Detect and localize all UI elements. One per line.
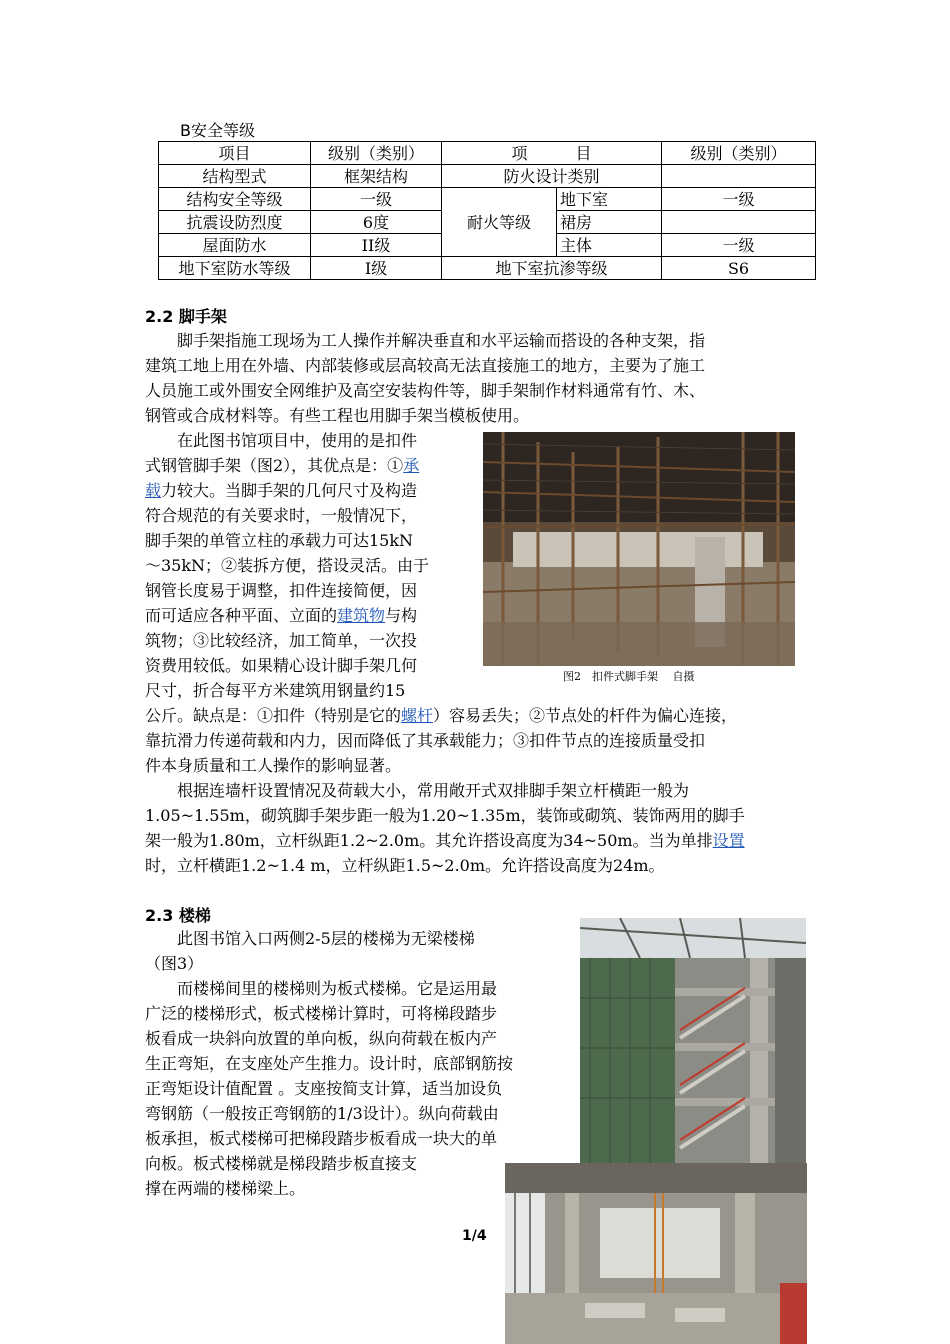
paragraph-line: 广泛的楼梯形式，板式楼梯计算时，可将梯段踏步	[145, 1004, 498, 1023]
table-row	[159, 188, 816, 211]
paragraph-line: 尺寸，折合每平方米建筑用钢量约15	[145, 681, 406, 700]
table-cell: II级	[311, 234, 442, 257]
section-heading-scaffold: 2.2 脚手架	[145, 307, 227, 326]
table-cell: 抗震设防烈度	[159, 211, 311, 234]
paragraph-line: （图3）	[145, 954, 204, 973]
paragraph-line: 件本身质量和工人操作的影响显著。	[145, 756, 402, 775]
paragraph-line	[145, 603, 417, 628]
table-cell: 地下室	[557, 188, 662, 211]
stair-hall-photo-image	[505, 1163, 807, 1344]
paragraph-line: 钢管或合成材料等。有些工程也用脚手架当模板使用。	[145, 406, 530, 425]
paragraph-line: 撑在两端的楼梯梁上。	[145, 1179, 306, 1198]
table-row	[159, 257, 816, 280]
table-cell: 耐火等级	[442, 188, 557, 257]
paragraph-line	[145, 703, 737, 728]
text-run: 公斤。缺点是：①扣件（特别是它的	[145, 706, 402, 725]
table-row	[159, 165, 816, 188]
link-load-bearing[interactable]: 载	[145, 481, 162, 500]
table-cell: 一级	[662, 188, 816, 211]
paragraph-line	[145, 828, 745, 853]
text-run: ）容易丢失；②节点处的杆件为偏心连接，	[433, 706, 738, 725]
paragraph-line	[145, 453, 419, 478]
table-cell: 一级	[311, 188, 442, 211]
paragraph-line: 人员施工或外围安全网维护及高空安装构件等，脚手架制作材料通常有竹、木、	[145, 381, 706, 400]
paragraph-line: 资费用较低。如果精心设计脚手架几何	[145, 656, 418, 675]
table-cell: 项 目	[442, 142, 662, 165]
link-bolt[interactable]: 螺杆	[401, 706, 434, 725]
table-cell: I级	[311, 257, 442, 280]
scaffold-photo-image	[483, 432, 795, 666]
section-b-title: B安全等级	[180, 121, 255, 140]
table-row	[159, 142, 816, 165]
text-run: 而可适应各种平面、立面的	[145, 606, 338, 625]
table-cell: 框架结构	[311, 165, 442, 188]
section-heading-stairs: 2.3 楼梯	[145, 906, 211, 925]
paragraph-line: 向板。板式楼梯就是梯段踏步板直接支	[145, 1154, 418, 1173]
paragraph-line: 建筑工地上用在外墙、内部装修或层高较高无法直接施工的地方，主要为了施工	[145, 356, 706, 375]
link-setting[interactable]: 设置	[712, 831, 745, 850]
paragraph-line: 筑物；③比较经济，加工简单，一次投	[145, 631, 418, 650]
paragraph-line: 弯钢筋（一般按正弯钢筋的1/3设计）。纵向荷载由	[145, 1104, 499, 1123]
paragraph-line: 钢管长度易于调整，扣件连接简便，因	[145, 581, 418, 600]
table-cell	[662, 165, 816, 188]
paragraph-line: 而楼梯间里的楼梯则为板式楼梯。它是运用最	[145, 979, 498, 998]
paragraph-line: 符合规范的有关要求时，一般情况下，	[145, 506, 418, 525]
table-cell: 主体	[557, 234, 662, 257]
table-cell: 项目	[159, 142, 311, 165]
table-cell: 防火设计类别	[442, 165, 662, 188]
paragraph-line: 靠抗滑力传递荷载和内力，因而降低了其承载能力；③扣件节点的连接质量受扣	[145, 731, 706, 750]
paragraph-line: 正弯矩设计值配置 。支座按简支计算，适当加设负	[145, 1079, 503, 1098]
table-cell: 地下室抗渗等级	[442, 257, 662, 280]
paragraph-line: 此图书馆入口两侧2-5层的楼梯为无梁楼梯	[145, 929, 475, 948]
paragraph-line: 1.05~1.55m，砌筑脚手架步距一般为1.20~1.35m，装饰或砌筑、装饰两用的脚手	[145, 806, 745, 825]
paragraph-line: 生正弯矩，在支座处产生推力。设计时，底部钢筋按	[145, 1054, 514, 1073]
figure-2-caption: 图2 扣件式脚手架 自摄	[563, 670, 695, 683]
table-cell: S6	[662, 257, 816, 280]
table-cell: 一级	[662, 234, 816, 257]
paragraph-line: 时，立杆横距1.2~1.4 m，立杆纵距1.5~2.0m。允许搭设高度为24m。	[145, 856, 665, 875]
paragraph-line: ～35kN；②装拆方便，搭设灵活。由于	[145, 556, 430, 575]
text-run: 与构	[385, 606, 418, 625]
text-run: 架一般为1.80m，立杆纵距1.2~2.0m。其允许搭设高度为34~50m。当为单排	[145, 831, 713, 850]
paragraph-line: 板承担，板式楼梯可把梯段踏步板看成一块大的单	[145, 1129, 498, 1148]
link-building[interactable]: 建筑物	[337, 606, 386, 625]
table-cell: 屋面防水	[159, 234, 311, 257]
table-cell: 裙房	[557, 211, 662, 234]
paragraph-line: 脚手架的单管立柱的承载力可达15kN	[145, 531, 414, 550]
scaffold-photo	[483, 432, 795, 666]
stair-atrium-photo-image	[580, 918, 806, 1163]
table-cell: 级别（类别）	[311, 142, 442, 165]
stair-atrium-photo	[580, 918, 806, 1163]
table-cell: 级别（类别）	[662, 142, 816, 165]
paragraph-line: 板看成一块斜向放置的单向板，纵向荷载在板内产	[145, 1029, 498, 1048]
text-run: 力较大。当脚手架的几何尺寸及构造	[161, 481, 418, 500]
safety-grade-table	[158, 141, 816, 280]
table-cell: 6度	[311, 211, 442, 234]
table-cell: 结构型式	[159, 165, 311, 188]
paragraph-line: 脚手架指施工现场为工人操作并解决垂直和水平运输而搭设的各种支架，指	[145, 331, 706, 350]
paragraph-line: 在此图书馆项目中，使用的是扣件	[145, 431, 418, 450]
link-load-bearing[interactable]: 承	[403, 456, 420, 475]
paragraph-line: 根据连墙杆设置情况及荷载大小，常用敞开式双排脚手架立杆横距一般为	[145, 781, 690, 800]
text-run: 式钢管脚手架（图2），其优点是：①	[145, 456, 404, 475]
page-number: 1/4	[462, 1228, 487, 1244]
stair-hall-photo	[505, 1163, 807, 1344]
table-cell: 地下室防水等级	[159, 257, 311, 280]
table-cell	[662, 211, 816, 234]
paragraph-line	[145, 478, 417, 503]
table-cell: 结构安全等级	[159, 188, 311, 211]
